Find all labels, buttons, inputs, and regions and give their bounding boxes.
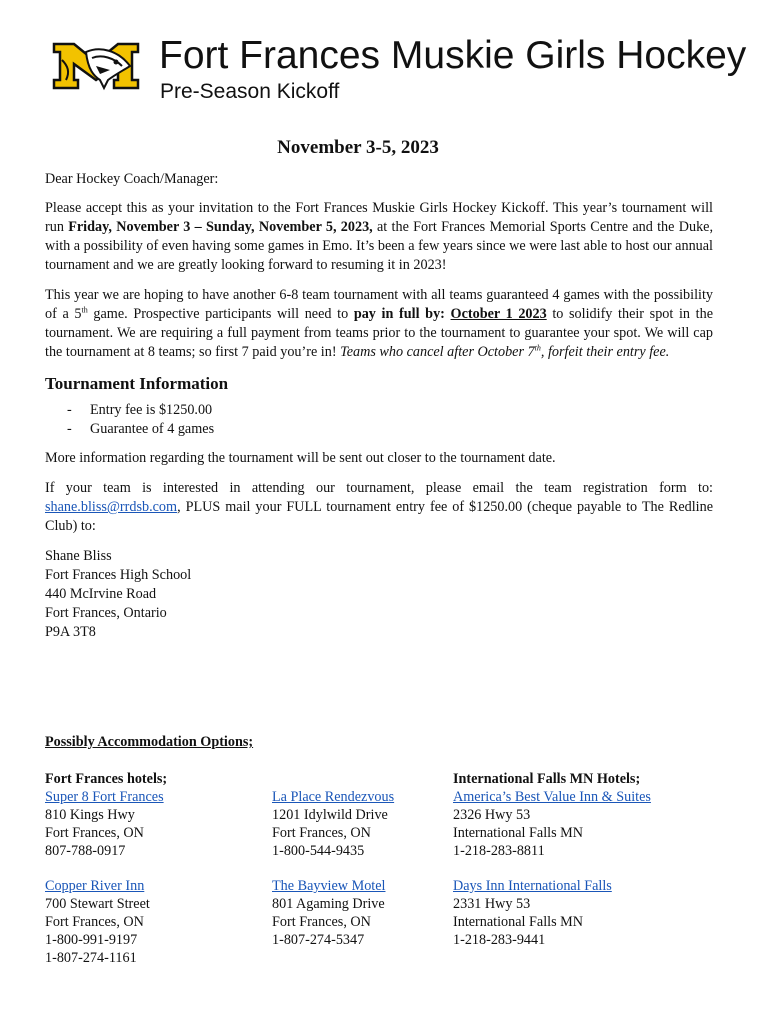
tournament-dates: Friday, November 3 – Sunday, November 5, 2023, [68, 219, 373, 235]
hotel-days-inn: Days Inn International Falls 2331 Hwy 53 International Falls MN 1-218-283-9441 [453, 878, 612, 948]
list-item: - Entry fee is $1250.00 [67, 402, 213, 418]
payment-deadline: October 1 2023 [450, 306, 547, 322]
para2-text-e: to solidify their spot in the tournament. We are requiring a full payment from teams prior to the tournament to guarantee your spot. We will cap the tournament at 8 teams; so first 7 paid you’re in! [45, 306, 713, 360]
hotel-la-place: La Place Rendezvous 1201 Idylwild Drive Fort Frances, ON 1-800-544-9435 [272, 789, 395, 859]
salutation: Dear Hockey Coach/Manager: [45, 171, 219, 187]
para2-text-b: game. Prospective participants will need to [87, 306, 354, 322]
hotel-super8: Fort Frances hotels; Super 8 Fort Frances 810 Kings Hwy Fort Frances, ON 807-788-0917 [45, 771, 168, 859]
hotel-copper-river: Copper River Inn 700 Stewart Street Fort Frances, ON 1-800-991-9197 1-807-274-1161 [45, 878, 150, 966]
address-line: 440 McIrvine Road [45, 586, 157, 602]
page-subtitle: Pre-Season Kickoff [160, 80, 340, 103]
payment-paragraph [45, 286, 713, 362]
letter-body [45, 170, 713, 642]
para1-text-a: Please accept this as your invitation to the Fort Frances Muskie Girls Hockey Kickoff. This year’s tournament will run [45, 200, 713, 235]
address-line: Fort Frances, Ontario [45, 605, 167, 621]
hotel-link[interactable]: The Bayview Motel [272, 878, 386, 894]
email-link[interactable]: shane.bliss@rrdsb.com [45, 499, 178, 515]
if-hotels-heading: International Falls MN Hotels; [453, 771, 641, 787]
tournament-info-heading: Tournament Information [45, 374, 229, 393]
hotel-americas-best: International Falls MN Hotels; America’s Best Value Inn & Suites 2326 Hwy 53 International Falls MN 1-218-283-8811 [453, 771, 651, 859]
address-line: P9A 3T8 [45, 624, 96, 640]
address-line: Shane Bliss [45, 548, 112, 564]
mailing-address [45, 547, 713, 642]
invitation-paragraph [45, 199, 713, 275]
hotel-bayview: The Bayview Motel 801 Agaming Drive Fort Frances, ON 1-807-274-5347 [272, 878, 386, 948]
list-item: - Guarantee of 4 games [67, 421, 215, 437]
hotel-link[interactable]: Super 8 Fort Frances [45, 789, 164, 805]
cancel-policy: Teams who cancel after October 7th, forfeit their entry fee. [340, 343, 670, 360]
para1-text-c: at the Fort Frances Memorial Sports Centre and the Duke, with a possibility of even having some games in Emo. It’s been a few years since we were last able to host our annual tournament and we are greatly looking forward to resuming it in 2023! [45, 219, 714, 273]
page-title: Fort Frances Muskie Girls Hockey [159, 34, 747, 77]
event-date: November 3-5, 2023 [277, 137, 439, 158]
accommodation-heading: Possibly Accommodation Options; [45, 734, 254, 750]
tournament-info-list [45, 401, 713, 439]
ff-hotels-heading: Fort Frances hotels; [45, 771, 168, 787]
pay-in-full-label: pay in full by: [353, 306, 445, 322]
hotel-link[interactable]: La Place Rendezvous [272, 789, 395, 805]
hotel-link[interactable]: Days Inn International Falls [453, 878, 612, 894]
hotel-link[interactable]: America’s Best Value Inn & Suites [453, 789, 651, 805]
more-info-text: More information regarding the tournament will be sent out closer to the tournament date. [45, 450, 556, 466]
muskie-logo [52, 40, 140, 92]
para2-text-a: This year we are hoping to have another 6-8 team tournament with all teams guaranteed 4 games with the possibility of a 5 [45, 287, 713, 322]
hotel-link[interactable]: Copper River Inn [45, 878, 145, 894]
para2-sup-f: th [534, 343, 541, 353]
address-line: Fort Frances High School [45, 567, 192, 583]
para2-sup-a: th [81, 305, 88, 315]
registration-paragraph: If your team is interested in attending our tournament, please email the team registration form to: shane.bliss@rrdsb.com, PLUS mail your FULL tournament entry fee of $1250.00 (cheque payable to The Redline Club) to: [45, 480, 713, 534]
